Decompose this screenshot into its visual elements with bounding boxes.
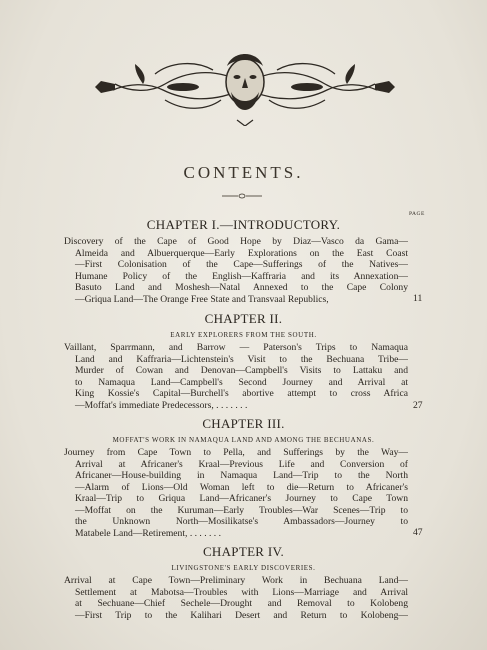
page-number: 27 [413, 400, 423, 411]
chapter-summary [64, 575, 408, 621]
summary-line: Murder of Cowan and Denovan—Campbell's Visits to Lattaku and [75, 365, 408, 376]
summary-line: Kraal—Trip to Griqua Land—Africaner's Journey to Cape Town [75, 493, 408, 504]
chapter-heading: CHAPTER II. [204, 311, 283, 326]
summary-line: Basuto Land and Moshesh—Natal Annexed to the Cape Colony [75, 282, 408, 293]
summary-line: —First Trip to the Kalihari Desert and Return to Kolobeng— [75, 609, 408, 621]
summary-line: Journey from Cape Town to Pella, and Sufferings by the Way— [64, 447, 408, 458]
contents-title: CONTENTS. [183, 163, 304, 182]
summary-line: Arrival at Cape Town—Preliminary Work in Bechuana Land— [64, 575, 408, 586]
chapter-subtitle: EARLY EXPLORERS FROM THE SOUTH. [170, 331, 317, 339]
summary-line: —First Colonisation of the Cape—Sufferings of the Natives— [75, 259, 408, 270]
summary-line: Vaillant, Sparrmann, and Barrow — Paterson's Trips to Namaqua [64, 342, 408, 353]
chapter-heading: CHAPTER IV. [202, 544, 285, 559]
chapter-summary [64, 447, 408, 539]
summary-line: Africaner—House-building in Namaqua Land—Trip to the North [75, 470, 408, 481]
chapter-heading: CHAPTER III. [202, 416, 285, 431]
summary-line: King Kossie's Capital—Burchell's abortive attempt to cross Africa [75, 388, 408, 399]
summary-line: —Moffat on the Kuruman—Early Troubles—War Scenes—Trip to [75, 504, 408, 516]
page-number: 47 [413, 527, 423, 538]
summary-line: Almeida and Albuerquerque—Early Explorations on the East Coast [75, 247, 408, 259]
summary-line: Discovery of the Cape of Good Hope by Diaz—Vasco da Gama— [64, 236, 408, 247]
chapter-summary [64, 236, 408, 305]
summary-line: the Unknown North—Mosilikatse's Ambassadors—Journey to [75, 516, 408, 527]
summary-line: Land and Kaffraria—Lichtenstein's Visit to the Bechuana Tribe— [75, 353, 408, 365]
chapter-subtitle: MOFFAT'S WORK IN NAMAQUA LAND AND AMONG THE BECHUANAS. [112, 436, 375, 444]
summary-line: —Alarm of Lions—Old Woman left to die—Return to Africaner's [75, 481, 408, 493]
summary-line: to Namaqua Land—Campbell's Second Journey and Arrival at [75, 376, 408, 388]
summary-line: —Griqua Land—The Orange Free State and Transvaal Republics, [75, 293, 329, 305]
page-column-label: PAGE [409, 211, 425, 217]
chapter-summary [64, 342, 408, 411]
summary-line: Matabele Land—Retirement, . . . . . . . [75, 527, 221, 539]
summary-line: —Moffat's immediate Predecessors, . . . . . . . [75, 399, 248, 411]
summary-line: Humane Policy of the English—Kaffraria and its Annexation— [75, 270, 408, 282]
chapter-subtitle: LIVINGSTONE'S EARLY DISCOVERIES. [171, 564, 316, 572]
summary-line: at Sechuane—Chief Sechele—Drought and Removal to Kolobeng [75, 598, 408, 609]
ornamental-headpiece-image [95, 44, 395, 126]
summary-line: Settlement at Mabotsa—Troubles with Lions—Marriage and Arrival [75, 586, 408, 598]
divider-ornament [222, 192, 262, 200]
chapter-heading: CHAPTER I.—INTRODUCTORY. [146, 217, 341, 232]
summary-line: Arrival at Africaner's Kraal—Previous Life and Conversion of [75, 458, 408, 470]
page-number: 11 [413, 293, 423, 304]
